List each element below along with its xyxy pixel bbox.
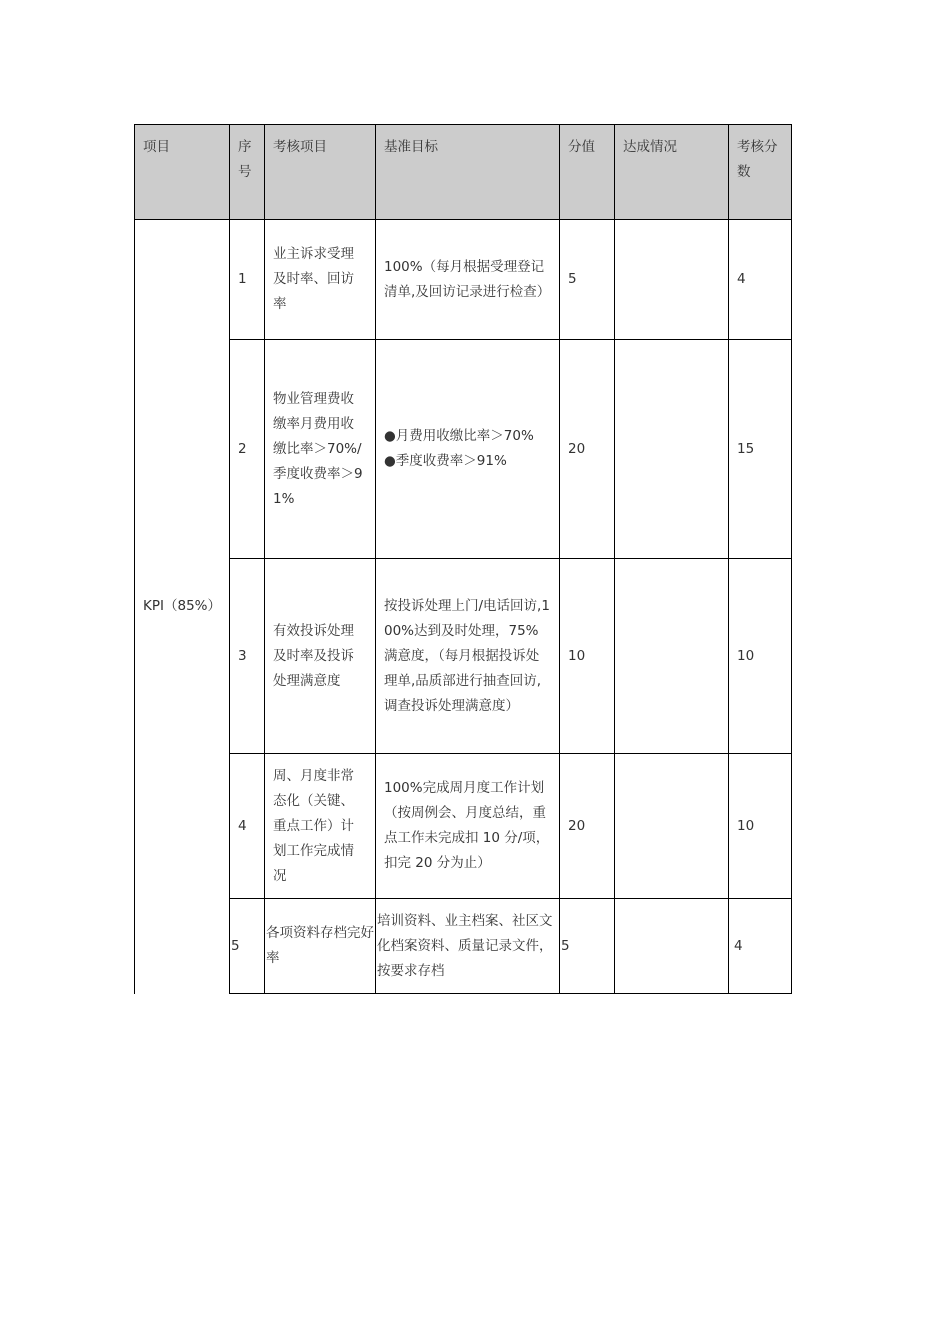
row-target: 按投诉处理上门/电话回访,100%达到及时处理，75%满意度，（每月根据投诉处理单,品质部进行抽查回访,调查投诉处理满意度）: [376, 559, 560, 754]
row-target: 100%完成周月度工作计划（按周例会、月度总结，重点工作未完成扣 10 分/项，扣完 20 分为止）: [376, 754, 560, 899]
header-status: 达成情况: [615, 125, 729, 220]
table-row: [135, 559, 792, 754]
header-item: 考核项目: [265, 125, 376, 220]
table-row: [135, 220, 792, 340]
row-status: [615, 559, 729, 754]
row-item: 各项资料存档完好率: [265, 899, 376, 994]
row-score: 5: [560, 220, 615, 340]
row-result: 10: [729, 754, 792, 899]
row-status: [615, 899, 729, 994]
row-result: 15: [729, 340, 792, 559]
header-score: 分值: [560, 125, 615, 220]
row-result: 4: [729, 220, 792, 340]
row-seq: 4: [230, 754, 265, 899]
kpi-assessment-table: [134, 124, 792, 994]
table-row: [135, 899, 792, 994]
row-status: [615, 754, 729, 899]
table-row: [135, 754, 792, 899]
row-seq: 3: [230, 559, 265, 754]
row-result: 10: [729, 559, 792, 754]
target-bullet-monthly: ●月费用收缴比率＞70%: [384, 428, 534, 444]
row-status: [615, 340, 729, 559]
row-target: 培训资料、业主档案、社区文化档案资料、质量记录文件，按要求存档: [376, 899, 560, 994]
row-target: 100%（每月根据受理登记清单,及回访记录进行检查）: [376, 220, 560, 340]
row-seq: 2: [230, 340, 265, 559]
row-target: [376, 340, 560, 559]
row-result: 4: [729, 899, 792, 994]
category-cell: KPI（85%）: [135, 220, 230, 994]
header-result: 考核分数: [729, 125, 792, 220]
row-score: 5: [560, 899, 615, 994]
row-item: 有效投诉处理及时率及投诉处理满意度: [265, 559, 376, 754]
row-score: 20: [560, 340, 615, 559]
header-category: 项目: [135, 125, 230, 220]
row-item: 周、月度非常态化（关键、重点工作）计划工作完成情况: [265, 754, 376, 899]
row-item: 物业管理费收缴率月费用收缴比率＞70%/季度收费率＞91%: [265, 340, 376, 559]
table-row: [135, 340, 792, 559]
row-score: 10: [560, 559, 615, 754]
row-score: 20: [560, 754, 615, 899]
table-header-row: [135, 125, 792, 220]
row-status: [615, 220, 729, 340]
target-bullet-quarterly: ●季度收费率＞91%: [384, 453, 507, 469]
header-target: 基准目标: [376, 125, 560, 220]
row-seq: 1: [230, 220, 265, 340]
row-item: 业主诉求受理及时率、回访率: [265, 220, 376, 340]
header-seq: 序号: [230, 125, 265, 220]
row-seq: 5: [230, 899, 265, 994]
